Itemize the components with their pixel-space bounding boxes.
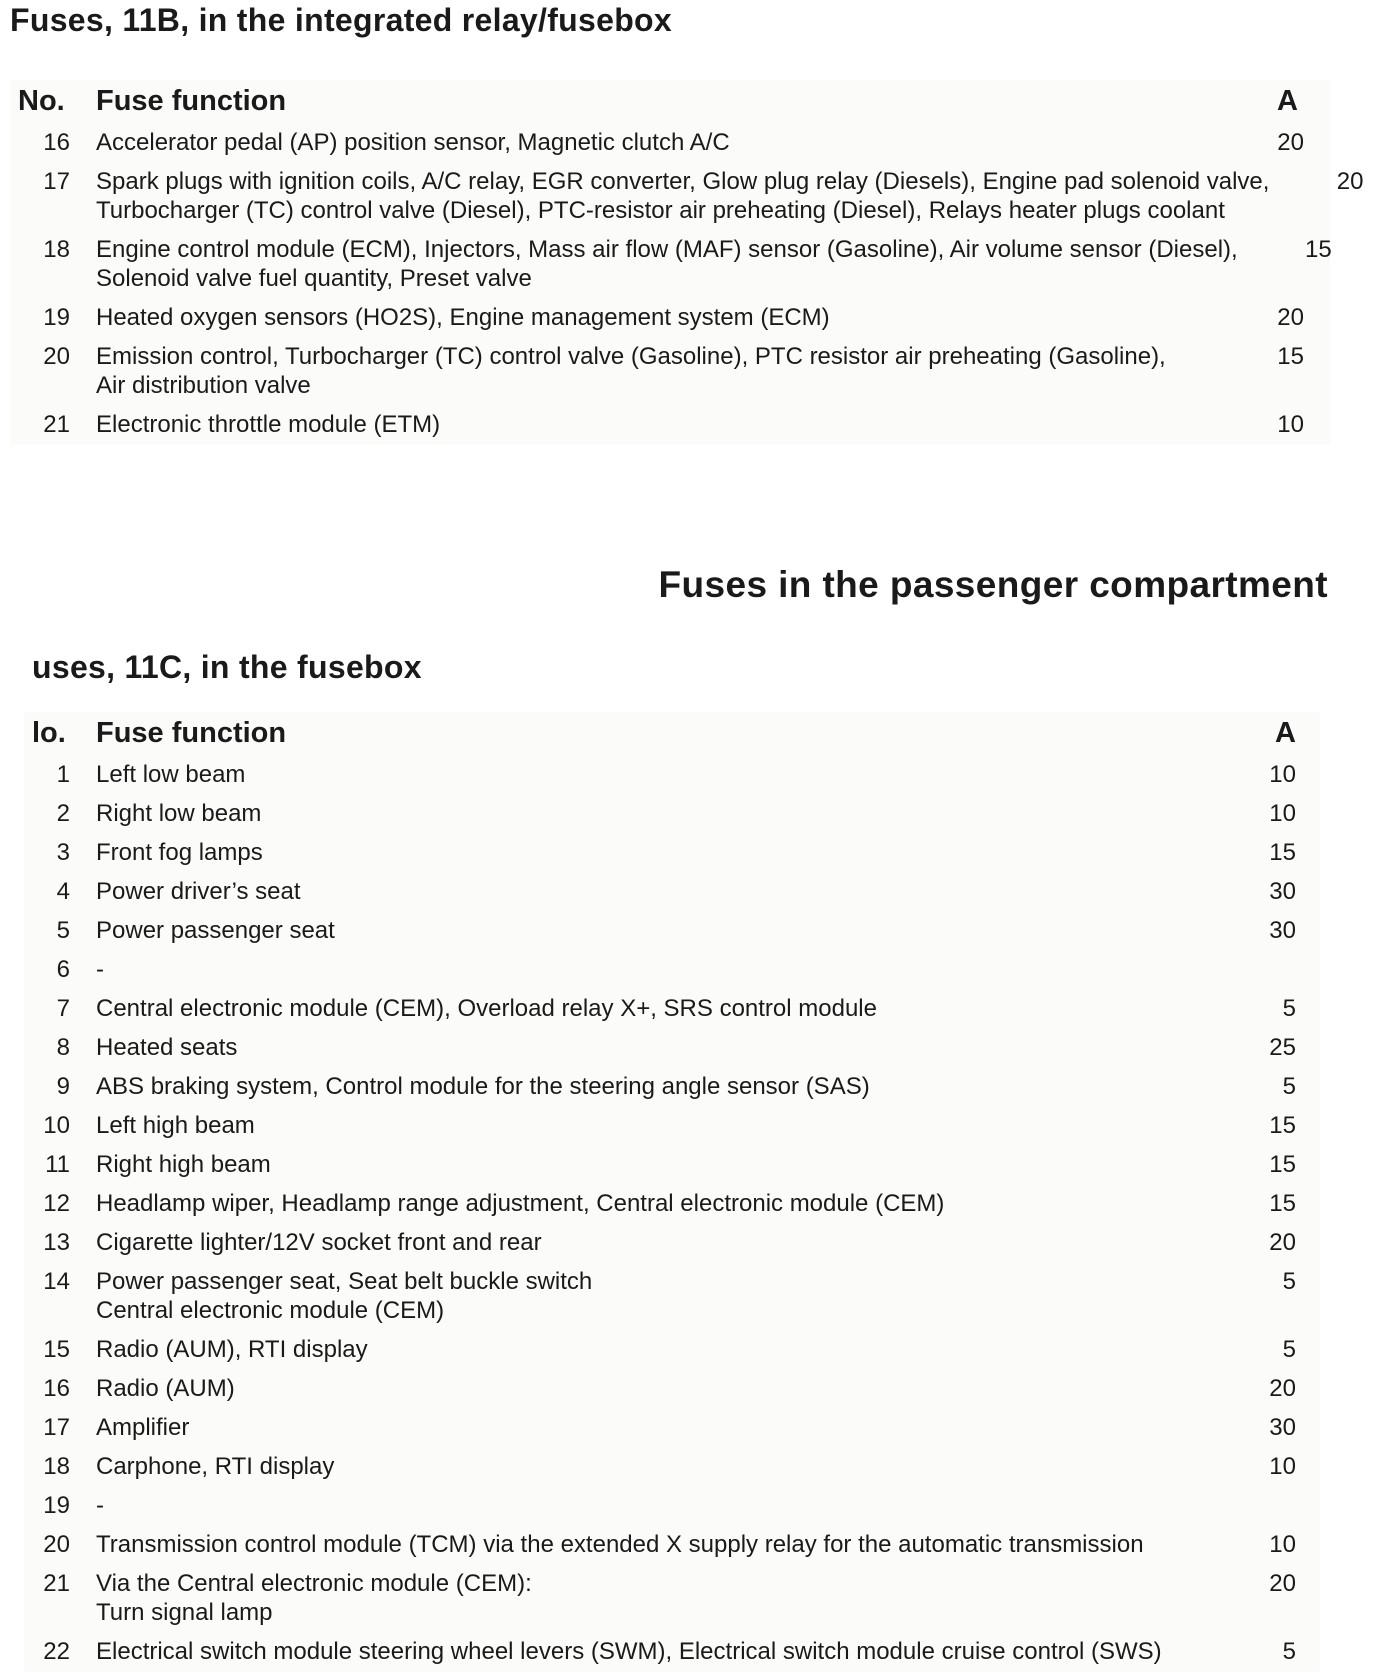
fuse-function: [96, 955, 1200, 984]
fuse-function: [96, 760, 1200, 789]
fuse-number: 9: [56, 1073, 70, 1100]
fuse-function-line: Right high beam: [96, 1151, 271, 1178]
table-row: [24, 912, 1320, 951]
fuse-amperage: 20: [1277, 304, 1304, 331]
fuse-function: [96, 877, 1200, 906]
table-body: [10, 124, 1364, 445]
fuse-function-line: Spark plugs with ignition coils, A/C relay, EGR converter, Glow plug relay (Diesels), Engine pad solenoid valve,: [96, 168, 1270, 195]
fuse-amperage: 10: [1277, 411, 1304, 438]
fuse-number: 7: [56, 995, 70, 1022]
header-function: Fuse function: [96, 85, 287, 117]
fuse-number: 13: [43, 1229, 70, 1256]
fuse-number: 12: [43, 1190, 70, 1217]
fuse-amperage: 30: [1269, 1414, 1296, 1441]
fuse-number: 20: [43, 343, 70, 370]
fuse-function: [96, 410, 1210, 439]
fuse-function: [96, 1189, 1200, 1218]
fuse-function: [96, 1150, 1200, 1179]
fuse-function: [96, 916, 1200, 945]
fuse-number: 16: [43, 1375, 70, 1402]
fuse-number: 18: [43, 1453, 70, 1480]
fuse-function: [96, 1267, 1200, 1325]
fuse-table-11b: [10, 80, 1364, 445]
fuse-amperage: 5: [1282, 995, 1296, 1022]
table-row: [24, 1487, 1320, 1526]
fuse-amperage: 5: [1282, 1073, 1296, 1100]
fuse-number: 1: [56, 761, 70, 788]
fuse-function-line: Headlamp wiper, Headlamp range adjustment, Central electronic module (CEM): [96, 1190, 945, 1217]
fuse-amperage: 20: [1269, 1229, 1296, 1256]
table-row: [24, 1565, 1320, 1633]
fuse-function: [96, 1374, 1200, 1403]
fuse-function-line: -: [96, 956, 104, 983]
fuse-table-11c: [24, 712, 1320, 1672]
table-row: [24, 1633, 1320, 1672]
fuse-function-line: ABS braking system, Control module for the steering angle sensor (SAS): [96, 1073, 870, 1100]
table-row: [10, 338, 1330, 406]
fuse-function-line: Carphone, RTI display: [96, 1453, 335, 1480]
table-row: [24, 951, 1320, 990]
table-row: [24, 1185, 1320, 1224]
fuse-function: [96, 128, 1210, 157]
fuse-amperage: 5: [1282, 1268, 1296, 1295]
fuse-function-line: Heated oxygen sensors (HO2S), Engine management system (ECM): [96, 304, 830, 331]
header-no: lo.: [32, 717, 66, 749]
page-heading: Fuses in the passenger compartment: [658, 564, 1328, 605]
table-row: [24, 795, 1320, 834]
fuse-amperage: 10: [1269, 761, 1296, 788]
fuse-amperage: 20: [1277, 129, 1304, 156]
fuse-function-line: Central electronic module (CEM), Overload relay X+, SRS control module: [96, 995, 877, 1022]
fuse-function-line: Power passenger seat, Seat belt buckle switch: [96, 1268, 593, 1295]
fuse-function: [96, 235, 1238, 293]
fuse-amperage: 30: [1269, 917, 1296, 944]
fuse-amperage: 20: [1269, 1570, 1296, 1597]
table-row: [24, 873, 1320, 912]
fuse-function: [96, 1569, 1200, 1627]
fuse-function: [96, 1452, 1200, 1481]
table-row: [10, 299, 1330, 338]
header-no: No.: [18, 85, 65, 117]
fuse-number: 2: [56, 800, 70, 827]
fuse-number: 16: [43, 129, 70, 156]
fuse-number: 19: [43, 1492, 70, 1519]
table-header: [24, 712, 1320, 756]
table-row: [24, 1224, 1320, 1263]
table-row: [10, 163, 1364, 231]
table-row: [24, 756, 1320, 795]
fuse-function-line: Transmission control module (TCM) via the extended X supply relay for the automatic transmission: [96, 1531, 1144, 1558]
fuse-amperage: 10: [1269, 1453, 1296, 1480]
fuse-amperage: 15: [1277, 343, 1304, 370]
fuse-number: 5: [56, 917, 70, 944]
fuse-number: 10: [43, 1112, 70, 1139]
fuse-number: 14: [43, 1268, 70, 1295]
fuse-function: [96, 342, 1210, 400]
fuse-function-line: Emission control, Turbocharger (TC) control valve (Gasoline), PTC resistor air preheating (Gasoline),: [96, 343, 1166, 370]
fuse-number: 17: [43, 168, 70, 195]
fuse-number: 21: [43, 1570, 70, 1597]
section2-title: uses, 11C, in the fusebox: [32, 649, 422, 685]
fuse-function: [96, 303, 1210, 332]
fuse-number: 17: [43, 1414, 70, 1441]
header-amp: A: [1275, 717, 1296, 749]
fuse-amperage: 20: [1336, 168, 1364, 195]
table-row: [24, 1068, 1320, 1107]
fuse-number: 6: [56, 956, 70, 983]
table-row: [24, 990, 1320, 1029]
fuse-function: [96, 1637, 1200, 1666]
fuse-function-line: Heated seats: [96, 1034, 238, 1061]
table-row: [10, 231, 1330, 299]
fuse-number: 18: [43, 236, 70, 263]
fuse-function-line: Right low beam: [96, 800, 262, 827]
fuse-function: [96, 799, 1200, 828]
fuse-function-line: Electrical switch module steering wheel levers (SWM), Electrical switch module cruise control (SWS): [96, 1638, 1162, 1665]
table-body: [24, 756, 1320, 1672]
fuse-number: 15: [43, 1336, 70, 1363]
fuse-function-line: Electronic throttle module (ETM): [96, 411, 441, 438]
fuse-function: [96, 1491, 1200, 1520]
fuse-function-line: Via the Central electronic module (CEM):: [96, 1570, 532, 1597]
fuse-amperage: 15: [1269, 1112, 1296, 1139]
fuse-amperage: 30: [1269, 878, 1296, 905]
fuse-amperage: 5: [1282, 1336, 1296, 1363]
fuse-number: 8: [56, 1034, 70, 1061]
fuse-number: 19: [43, 304, 70, 331]
header-function: Fuse function: [96, 717, 287, 749]
fuse-function-line: Central electronic module (CEM): [96, 1297, 445, 1324]
fuse-function-line: Engine control module (ECM), Injectors, Mass air flow (MAF) sensor (Gasoline), Air volume sensor (Diesel),: [96, 236, 1238, 263]
section1-title: Fuses, 11B, in the integrated relay/fusebox: [10, 2, 672, 38]
fuse-function: [96, 994, 1200, 1023]
fuse-function-line: Amplifier: [96, 1414, 190, 1441]
fuse-function: [96, 1413, 1200, 1442]
fuse-amperage: 15: [1269, 839, 1296, 866]
fuse-amperage: 25: [1269, 1034, 1296, 1061]
fuse-function: [96, 167, 1269, 225]
fuse-function: [96, 1072, 1200, 1101]
fuse-amperage: 10: [1269, 800, 1296, 827]
table-row: [24, 1370, 1320, 1409]
fuse-number: 3: [56, 839, 70, 866]
table-row: [24, 834, 1320, 873]
table-row: [24, 1146, 1320, 1185]
table-row: [24, 1029, 1320, 1068]
fuse-function-line: Turbocharger (TC) control valve (Diesel), PTC-resistor air preheating (Diesel), Relays heater plugs coolant: [96, 197, 1225, 224]
fuse-function: [96, 1335, 1200, 1364]
table-row: [24, 1448, 1320, 1487]
table-row: [24, 1263, 1320, 1331]
fuse-number: 4: [56, 878, 70, 905]
table-row: [24, 1107, 1320, 1146]
fuse-amperage: 15: [1269, 1190, 1296, 1217]
fuse-function: [96, 1530, 1200, 1559]
table-row: [24, 1409, 1320, 1448]
table-row: [10, 124, 1330, 163]
fuse-amperage: 10: [1269, 1531, 1296, 1558]
fuse-function-line: Air distribution valve: [96, 372, 311, 399]
fuse-function-line: Radio (AUM), RTI display: [96, 1336, 368, 1363]
fuse-function: [96, 1228, 1200, 1257]
fuse-amperage: 5: [1282, 1638, 1296, 1665]
fuse-number: 21: [43, 411, 70, 438]
header-amp: A: [1277, 85, 1298, 117]
fuse-function-line: Radio (AUM): [96, 1375, 235, 1402]
fuse-function-line: Accelerator pedal (AP) position sensor, Magnetic clutch A/C: [96, 129, 730, 156]
fuse-number: 22: [43, 1638, 70, 1665]
table-row: [24, 1526, 1320, 1565]
fuse-function-line: Left high beam: [96, 1112, 255, 1139]
fuse-function-line: Solenoid valve fuel quantity, Preset valve: [96, 265, 532, 292]
fuse-function-line: Left low beam: [96, 761, 246, 788]
fuse-amperage: 20: [1269, 1375, 1296, 1402]
table-row: [10, 406, 1330, 445]
fuse-function-line: Cigarette lighter/12V socket front and rear: [96, 1229, 542, 1256]
fuse-function-line: Turn signal lamp: [96, 1599, 273, 1626]
fuse-function-line: Power driver’s seat: [96, 878, 301, 905]
fuse-function: [96, 838, 1200, 867]
fuse-function-line: -: [96, 1492, 104, 1519]
fuse-number: 20: [43, 1531, 70, 1558]
fuse-function-line: Front fog lamps: [96, 839, 263, 866]
fuse-number: 11: [45, 1151, 70, 1178]
fuse-function-line: Power passenger seat: [96, 917, 335, 944]
fuse-amperage: 15: [1304, 236, 1332, 263]
fuse-function: [96, 1111, 1200, 1140]
fuse-amperage: 15: [1269, 1151, 1296, 1178]
fuse-function: [96, 1033, 1200, 1062]
table-header: [10, 80, 1330, 124]
table-row: [24, 1331, 1320, 1370]
